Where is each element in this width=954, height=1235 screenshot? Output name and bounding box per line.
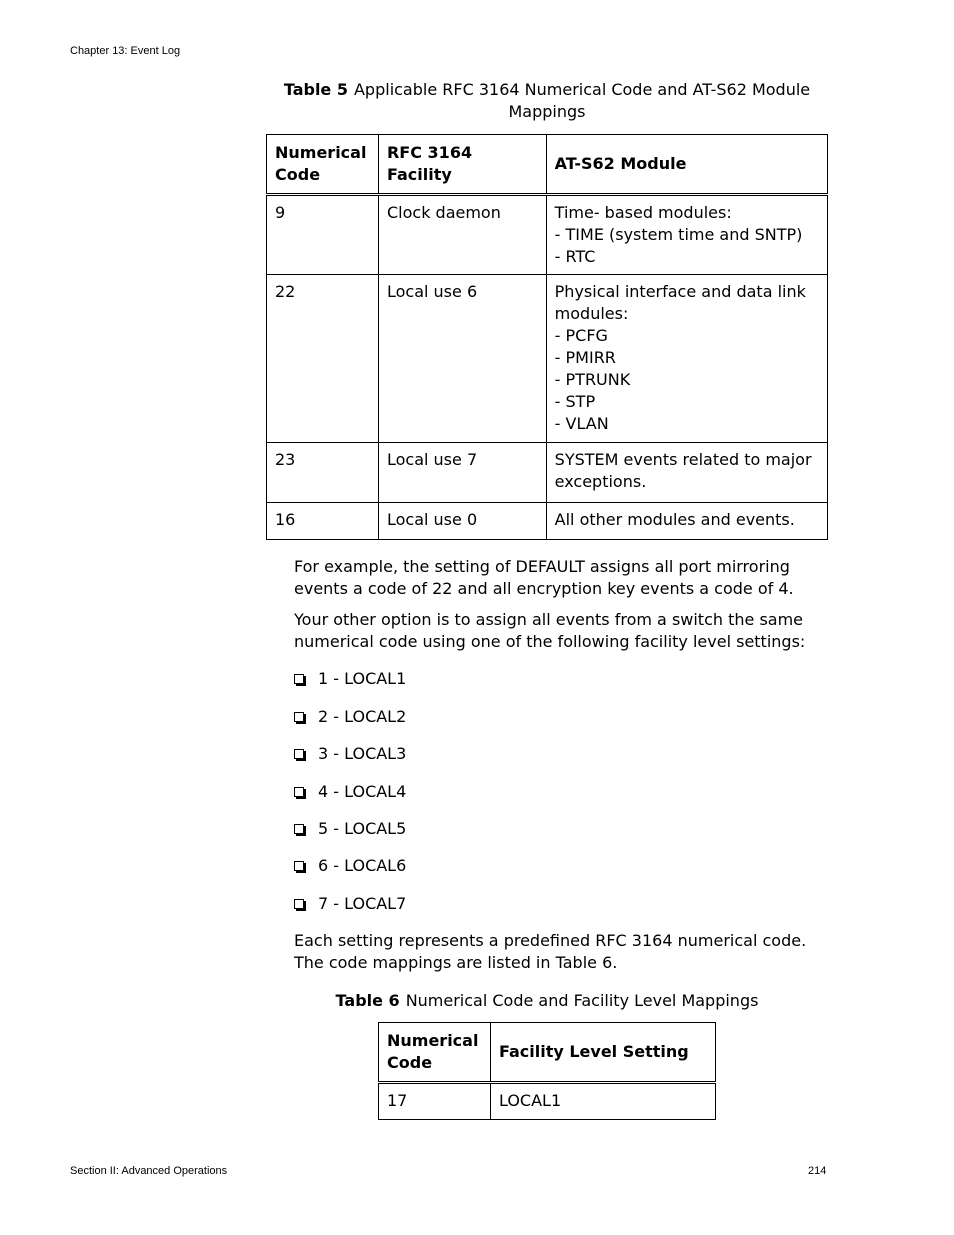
running-footer-section: Section II: Advanced Operations xyxy=(70,1165,228,1177)
list-item-label: 5 - LOCAL5 xyxy=(318,819,407,838)
list-item xyxy=(294,855,406,877)
checkbox-bullet-icon xyxy=(294,674,304,684)
list-item xyxy=(294,743,406,765)
list-item-label: 4 - LOCAL4 xyxy=(318,782,407,801)
table5-cell-module: All other modules and events. xyxy=(546,503,827,540)
table6-header-code: Numerical Code xyxy=(379,1023,491,1083)
paragraph-example: For example, the setting of DEFAULT assigns all port mirroring events a code of 22 and all encryption key events a code of 4. xyxy=(294,557,794,598)
list-item-label: 7 - LOCAL7 xyxy=(318,894,407,913)
checkbox-bullet-icon xyxy=(294,712,304,722)
table5-cell-facility: Local use 6 xyxy=(378,275,546,443)
list-item-label: 6 - LOCAL6 xyxy=(318,856,407,875)
table5-header-module: AT-S62 Module xyxy=(546,135,827,195)
table5-label: Table 5 xyxy=(283,80,348,99)
table6-cell-code: 17 xyxy=(379,1083,491,1120)
table5-cell-code: 9 xyxy=(267,195,379,275)
list-item-label: 1 - LOCAL1 xyxy=(318,669,407,688)
table5-cell-module: Time- based modules: - TIME (system time and SNTP) - RTC xyxy=(546,195,827,275)
paragraph-other-option: Your other option is to assign all events from a switch the same numerical code using one of the following facility level settings: xyxy=(294,610,806,651)
table-row xyxy=(379,1083,716,1120)
table-row xyxy=(267,195,828,275)
table5 xyxy=(266,134,828,540)
list-item-label: 3 - LOCAL3 xyxy=(318,744,407,763)
list-item-label: 2 - LOCAL2 xyxy=(318,707,407,726)
table-row xyxy=(267,503,828,540)
table6-header-setting: Facility Level Setting xyxy=(490,1023,715,1083)
table-row xyxy=(267,275,828,443)
list-item xyxy=(294,706,406,728)
table5-cell-module: Physical interface and data link modules: - PCFG - PMIRR - PTRUNK - STP - VLAN xyxy=(546,275,827,443)
table-row xyxy=(267,443,828,503)
list-item xyxy=(294,668,406,690)
checkbox-bullet-icon xyxy=(294,824,304,834)
table5-header-facility: RFC 3164 Facility xyxy=(378,135,546,195)
table6-cell-setting: LOCAL1 xyxy=(490,1083,715,1120)
table6-caption xyxy=(266,990,828,1012)
page-number: 214 xyxy=(808,1165,827,1177)
checkbox-bullet-icon xyxy=(294,787,304,797)
list-item xyxy=(294,781,406,803)
checkbox-bullet-icon xyxy=(294,749,304,759)
table5-cell-code: 23 xyxy=(267,443,379,503)
checkbox-bullet-icon xyxy=(294,861,304,871)
list-item xyxy=(294,893,406,915)
table5-cell-facility: Local use 0 xyxy=(378,503,546,540)
table6-title: Numerical Code and Facility Level Mappings xyxy=(405,991,759,1010)
table5-caption xyxy=(266,79,828,123)
running-header: Chapter 13: Event Log xyxy=(70,45,181,57)
table5-cell-facility: Local use 7 xyxy=(378,443,546,503)
table5-title: Applicable RFC 3164 Numerical Code and AT-S62 Module Mappings xyxy=(353,80,811,121)
table5-cell-code: 22 xyxy=(267,275,379,443)
table6 xyxy=(378,1022,716,1120)
table5-cell-module: SYSTEM events related to major exceptions. xyxy=(546,443,827,503)
table5-cell-facility: Clock daemon xyxy=(378,195,546,275)
paragraph-setting: Each setting represents a predefined RFC 3164 numerical code. The code mappings are listed in Table 6. xyxy=(294,931,807,972)
table5-header-code: Numerical Code xyxy=(267,135,379,195)
table5-cell-code: 16 xyxy=(267,503,379,540)
table6-label: Table 6 xyxy=(335,991,400,1010)
checkbox-bullet-icon xyxy=(294,899,304,909)
list-item xyxy=(294,818,406,840)
